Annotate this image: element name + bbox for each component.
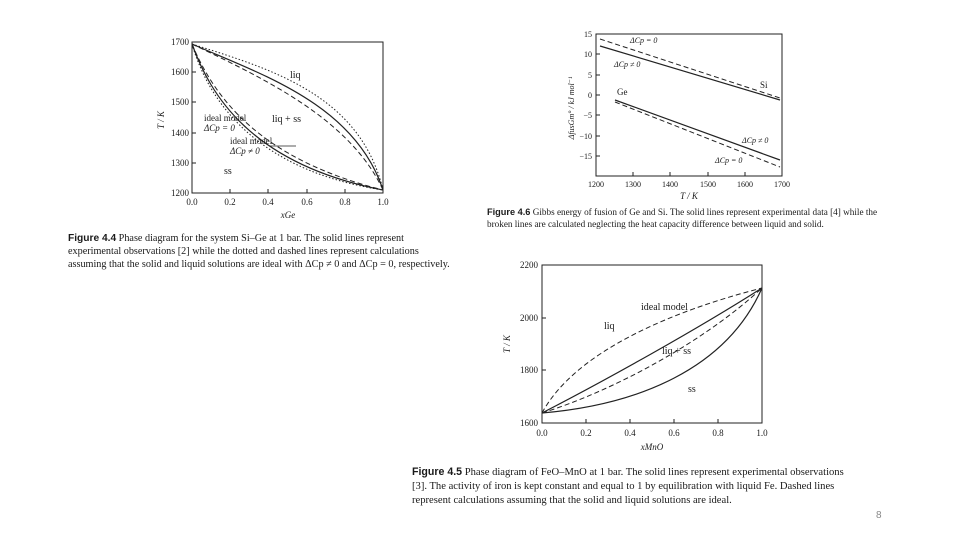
label-dcpne-bottom: ΔCp ≠ 0 — [742, 136, 769, 145]
figure-4-4-plot — [150, 34, 400, 224]
x-tick-label: 0.6 — [301, 197, 313, 207]
x-tick-label: 1.0 — [756, 428, 768, 438]
y-ticks — [542, 265, 546, 423]
x-ticks — [633, 172, 745, 176]
y-tick-label: 2000 — [520, 313, 538, 323]
label-ideal-model: ideal model — [641, 302, 688, 313]
caption-label: Figure 4.6 — [487, 207, 531, 217]
y-axis-label: T / K — [502, 335, 512, 353]
y-tick-label: 2200 — [520, 260, 538, 270]
region-label-liq: liq — [290, 70, 301, 81]
figure-4-6 — [560, 30, 790, 205]
x-tick-label: 1300 — [625, 180, 641, 189]
figure-4-4-caption — [68, 232, 456, 271]
y-tick-label: 5 — [588, 71, 592, 80]
label-dcp0-bottom: ΔCp = 0 — [715, 156, 743, 165]
y-tick-label: 1400 — [171, 128, 189, 138]
y-tick-label: 1200 — [171, 188, 189, 198]
label-dcpne-top: ΔCp ≠ 0 — [614, 60, 641, 69]
page-number: 8 — [876, 510, 882, 521]
y-tick-label: 0 — [588, 91, 592, 100]
label-dcp0-top: ΔCp = 0 — [630, 36, 658, 45]
y-tick-label: 1800 — [520, 365, 538, 375]
x-axis-label: xMnO — [640, 442, 664, 452]
region-label-ss: ss — [224, 166, 232, 177]
caption-label: Figure 4.4 — [68, 233, 117, 244]
figure-4-6-caption — [487, 206, 879, 230]
y-tick-label: 1700 — [171, 37, 189, 47]
label-ge: Ge — [617, 87, 628, 97]
figure-4-4 — [150, 34, 400, 224]
figure-4-5-plot — [496, 260, 776, 460]
x-tick-label: 1200 — [588, 180, 604, 189]
figure-4-5 — [496, 260, 776, 460]
y-axis-label: ΔfusGm° / kJ mol⁻¹ — [567, 76, 576, 140]
x-tick-label: 0.6 — [668, 428, 680, 438]
y-tick-label: 1600 — [520, 418, 538, 428]
y-ticks — [192, 42, 196, 193]
label-ideal-model-2: ideal model — [230, 136, 273, 146]
ge-experimental-line — [615, 100, 780, 160]
x-tick-label: 0.2 — [224, 197, 236, 207]
y-tick-label: 1300 — [171, 158, 189, 168]
figure-4-5-caption — [412, 466, 860, 507]
y-ticks — [596, 34, 600, 176]
y-tick-label: 10 — [584, 50, 592, 59]
caption-text: Gibbs energy of fusion of Ge and Si. The solid lines represent experimental data [4] while the broken lines are calculated neglecting the heat capacity difference between liquid and solid. — [487, 207, 880, 229]
x-axis-label: xGe — [280, 210, 296, 220]
region-label-liq-ss: liq + ss — [662, 346, 691, 357]
x-axis-label: T / K — [680, 191, 698, 201]
label-ideal-model-1: ideal model — [204, 113, 247, 123]
label-dcp-ne-0: ΔCp ≠ 0 — [230, 146, 260, 156]
x-tick-label: 1.0 — [377, 197, 389, 207]
x-ticks — [586, 419, 718, 423]
x-tick-label: 0.0 — [536, 428, 548, 438]
y-tick-label: 15 — [584, 30, 592, 39]
y-tick-label: −5 — [583, 111, 592, 120]
y-tick-label: −10 — [579, 132, 592, 141]
x-tick-label: 0.2 — [580, 428, 592, 438]
ge-dcp0-line — [615, 102, 780, 167]
figure-4-6-plot — [560, 30, 790, 205]
y-axis-label: T / K — [156, 111, 166, 129]
x-tick-label: 1600 — [737, 180, 753, 189]
x-tick-label: 0.0 — [186, 197, 198, 207]
caption-text: Phase diagram of FeO–MnO at 1 bar. The solid lines represent experimental observations [3]. The activity of iron is kept constant and equal to 1 by equilibration with liquid Fe. Dashed lines represent calculations assuming that the solid and liquid solutions are ideal. — [412, 467, 847, 506]
label-dcp-eq-0: ΔCp = 0 — [204, 123, 235, 133]
caption-text: Phase diagram for the system Si–Ge at 1 bar. The solid lines represent experimental observations [2] while the dotted and dashed lines represent calculations assuming that the solid and liquid solutions are ideal with ΔCp ≠ 0 and ΔCp = 0, respectively. — [68, 233, 450, 270]
plot-frame — [542, 265, 762, 423]
x-tick-label: 0.8 — [339, 197, 351, 207]
region-label-ss: ss — [688, 384, 696, 395]
y-tick-label: −15 — [579, 152, 592, 161]
x-tick-label: 1500 — [700, 180, 716, 189]
region-label-liq: liq — [604, 321, 615, 332]
x-tick-label: 0.8 — [712, 428, 724, 438]
x-tick-label: 0.4 — [624, 428, 636, 438]
x-tick-label: 0.4 — [262, 197, 274, 207]
x-ticks — [230, 189, 345, 193]
x-tick-label: 1400 — [662, 180, 678, 189]
label-si: Si — [760, 80, 768, 90]
caption-label: Figure 4.5 — [412, 466, 463, 478]
y-tick-label: 1500 — [171, 97, 189, 107]
region-label-liq-ss: liq + ss — [272, 114, 301, 125]
y-tick-label: 1600 — [171, 67, 189, 77]
x-tick-label: 1700 — [774, 180, 790, 189]
